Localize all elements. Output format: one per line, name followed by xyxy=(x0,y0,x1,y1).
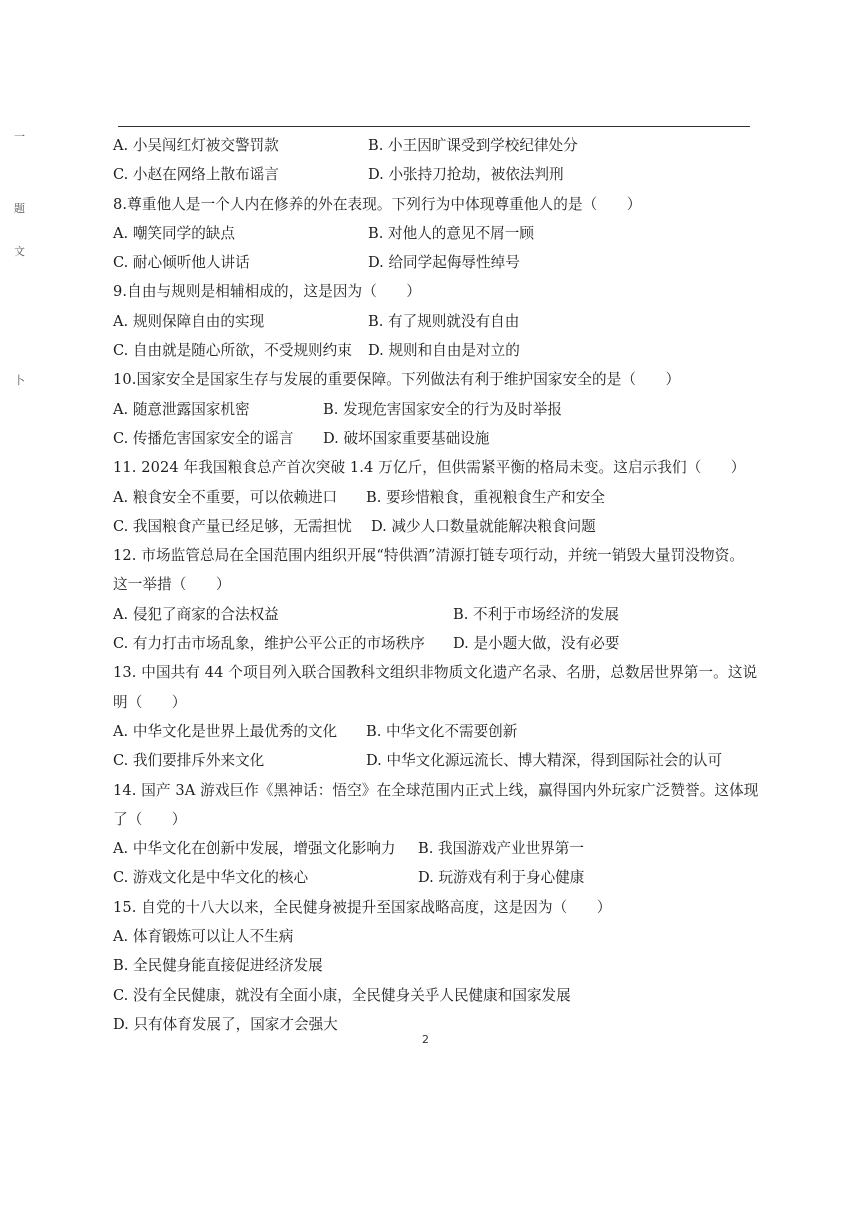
option-row xyxy=(113,717,753,746)
option-b: B. 我国游戏产业世界第一 xyxy=(418,840,584,858)
option-d: D. 减少人口数量就能解决粮食问题 xyxy=(371,517,596,535)
option-a: A. 体育锻炼可以让人不生病 xyxy=(113,928,294,946)
option-c: C. 传播危害国家安全的谣言 xyxy=(113,429,294,447)
option-c: C. 耐心倾听他人讲话 xyxy=(113,254,250,272)
question-stem: 12. 市场监管总局在全国范围内组织开展“特供酒”清源打链专项行动，并统一销毁大量罚没物资。 xyxy=(113,547,745,565)
option-b: B. 全民健身能直接促进经济发展 xyxy=(113,957,323,975)
option-c: C. 游戏文化是中华文化的核心 xyxy=(113,869,309,887)
option-b: B. 有了规则就没有自由 xyxy=(368,312,520,330)
option-d: D. 破坏国家重要基础设施 xyxy=(323,429,490,447)
option-c: C. 我国粮食产量已经足够，无需担忧 xyxy=(113,517,352,535)
page-number: 2 xyxy=(422,1033,429,1046)
question-stem: 8.尊重他人是一个人内在修养的外在表现。下列行为中体现尊重他人的是（ ） xyxy=(113,195,642,213)
option-b: B. 不利于市场经济的发展 xyxy=(453,605,619,623)
option-row xyxy=(113,219,753,248)
option-row xyxy=(113,834,753,863)
option-b: B. 要珍惜粮食，重视粮食生产和安全 xyxy=(366,488,605,506)
option-a: A. 小吴闯红灯被交警罚款 xyxy=(113,137,279,154)
top-rule xyxy=(118,126,750,127)
option-a: A. 规则保障自由的实现 xyxy=(113,312,265,330)
question-list xyxy=(113,131,759,1039)
option-row xyxy=(113,746,753,775)
option-b: B. 中华文化不需要创新 xyxy=(366,722,518,740)
option-row xyxy=(113,424,753,453)
option-row xyxy=(113,131,753,160)
question-stem-continued: 这一举措（ ） xyxy=(113,576,231,594)
option-row xyxy=(113,248,753,277)
margin-mark-3: 文 xyxy=(14,245,25,258)
option-row xyxy=(113,483,753,512)
option-d: D. 是小题大做，没有必要 xyxy=(453,635,620,653)
option-b: B. 发现危害国家安全的行为及时举报 xyxy=(323,400,562,418)
option-d: D. 中华文化源远流长、博大精深，得到国际社会的认可 xyxy=(366,752,723,770)
option-a: A. 中华文化是世界上最优秀的文化 xyxy=(113,722,338,740)
question-stem: 9.自由与规则是相辅相成的，这是因为（ ） xyxy=(113,283,422,301)
option-a: A. 侵犯了商家的合法权益 xyxy=(113,605,279,623)
option-c: C. 我们要排斥外来文化 xyxy=(113,752,265,770)
question-stem: 13. 中国共有 44 个项目列入联合国教科文组织非物质文化遗产名录、名册，总数居世界第一。这说 xyxy=(113,664,758,682)
question-stem: 15. 自党的十八大以来，全民健身被提升至国家战略高度，这是因为（ ） xyxy=(113,898,612,916)
option-row xyxy=(113,600,753,629)
margin-mark-2: 题 xyxy=(14,202,25,215)
margin-mark-1: 一 xyxy=(14,130,25,143)
option-c: C. 没有全民健康，就没有全面小康，全民健身关乎人民健康和国家发展 xyxy=(113,986,571,1004)
option-row xyxy=(113,395,753,424)
option-c: C. 小赵在网络上散布谣言 xyxy=(113,166,279,184)
question-stem: 14. 国产 3A 游戏巨作《黑神话：悟空》在全球范围内正式上线，赢得国内外玩家广泛赞誉。这体现 xyxy=(113,781,759,799)
question-stem-continued: 明（ ） xyxy=(113,693,187,711)
question-stem: 10.国家安全是国家生存与发展的重要保障。下列做法有利于维护国家安全的是（ ） xyxy=(113,371,681,389)
option-row xyxy=(113,863,753,892)
option-b: B. 小王因旷课受到学校纪律处分 xyxy=(368,137,578,154)
option-row xyxy=(113,160,753,189)
option-row xyxy=(113,336,753,365)
option-d: D. 玩游戏有利于身心健康 xyxy=(418,869,585,887)
option-a: A. 嘲笑同学的缺点 xyxy=(113,224,235,242)
option-d: D. 规则和自由是对立的 xyxy=(368,342,520,360)
option-d: D. 给同学起侮辱性绰号 xyxy=(368,254,520,272)
option-d: D. 小张持刀抢劫，被依法判刑 xyxy=(368,166,564,184)
question-stem-continued: 了（ ） xyxy=(113,810,187,828)
option-c: C. 自由就是随心所欲，不受规则约束 xyxy=(113,342,352,360)
option-b: B. 对他人的意见不屑一顾 xyxy=(368,224,534,242)
option-row xyxy=(113,512,753,541)
option-d: D. 只有体育发展了，国家才会强大 xyxy=(113,1015,338,1033)
option-c: C. 有力打击市场乱象，维护公平公正的市场秩序 xyxy=(113,635,425,653)
margin-mark-4: 卜 xyxy=(14,374,25,387)
question-stem: 11. 2024 年我国粮食总产首次突破 1.4 万亿斤，但供需紧平衡的格局未变。这启示我们（ ） xyxy=(113,459,746,477)
option-a: A. 粮食安全不重要，可以依赖进口 xyxy=(113,488,338,506)
option-row xyxy=(113,307,753,336)
option-row xyxy=(113,629,753,658)
option-a: A. 中华文化在创新中发展，增强文化影响力 xyxy=(113,840,396,858)
option-a: A. 随意泄露国家机密 xyxy=(113,400,250,418)
